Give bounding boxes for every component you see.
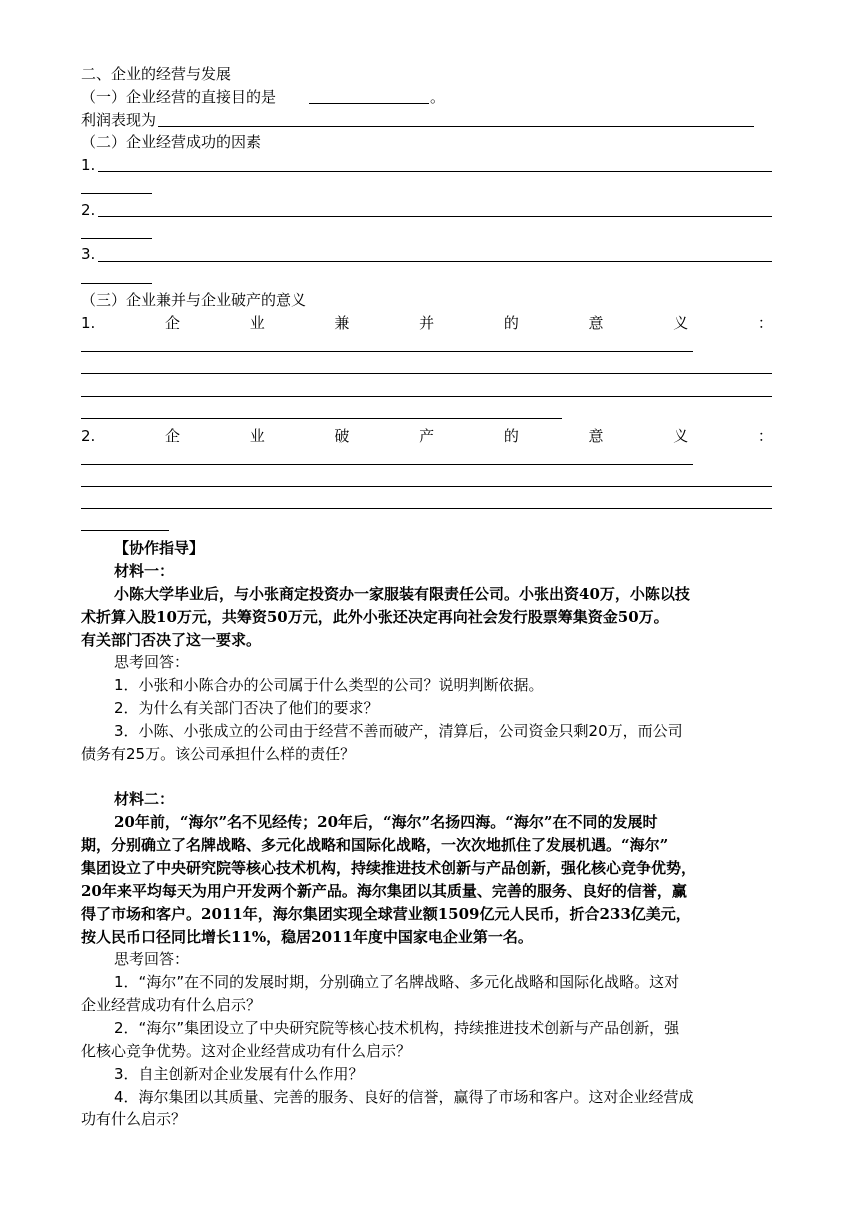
bankruptcy-meaning-label (165, 425, 773, 447)
bankruptcy-char: 业 (249, 427, 265, 445)
think-label: 思考回答： (114, 950, 190, 968)
material-1-question: 1．小张和小陈合办的公司属于什么类型的公司？说明判断依据。 (114, 676, 544, 694)
merger-char: ： (757, 314, 773, 332)
material-2-title: 材料二： (114, 790, 175, 808)
bankruptcy-number: 2. (81, 427, 96, 445)
bankruptcy-blank-2[interactable] (81, 486, 772, 487)
material-1-line: 小陈大学毕业后，与小张商定投资办一家服装有限责任公司。小张出资40万，小陈以技 (114, 585, 690, 603)
material-1-question: 3．小陈、小张成立的公司由于经营不善而破产，清算后，公司资金只剩20万，而公司 (114, 722, 683, 740)
material-2-line: 期，分别确立了名牌战略、多元化战略和国际化战略，一次次地抓住了发展机遇。“海尔” (81, 836, 669, 854)
merger-blank-1[interactable] (81, 351, 693, 352)
bankruptcy-char: 破 (334, 427, 350, 445)
material-2-question: 化核心竞争优势。这对企业经营成功有什么启示？ (81, 1042, 412, 1060)
profit-answer-blank[interactable] (158, 126, 754, 127)
merger-blank-3[interactable] (81, 396, 772, 397)
q3-label: （三）企业兼并与企业破产的意义 (81, 291, 307, 309)
bankruptcy-char: 企 (165, 427, 181, 445)
merger-meaning-label (165, 312, 773, 334)
merger-char: 义 (673, 314, 689, 332)
material-1-question: 2．为什么有关部门否决了他们的要求？ (114, 699, 379, 717)
material-2-question: 3．自主创新对企业发展有什么作用？ (114, 1065, 364, 1083)
q1-answer-blank[interactable] (309, 103, 429, 104)
merger-char: 的 (503, 314, 519, 332)
material-2-line: 20年来平均每天为用户开发两个新产品。海尔集团以其质量、完善的服务、良好的信誉，赢 (81, 882, 687, 900)
material-2-line: 集团设立了中央研究院等核心技术机构，持续推进技术创新与产品创新，强化核心竞争优势， (81, 859, 697, 877)
factor-3-blank-cont[interactable] (81, 283, 152, 284)
bankruptcy-char: 义 (673, 427, 689, 445)
q2-label: （二）企业经营成功的因素 (81, 133, 262, 151)
bankruptcy-char: 意 (588, 427, 604, 445)
guide-heading: 【协作指导】 (114, 539, 205, 557)
bankruptcy-blank-4[interactable] (81, 530, 169, 531)
material-1-question: 债务有25万。该公司承担什么样的责任？ (81, 745, 356, 763)
material-1-line: 术折算入股10万元，共筹资50万元，此外小张还决定再向社会发行股票筹集资金50万。 (81, 608, 669, 626)
factor-2-number: 2. (81, 201, 96, 219)
bankruptcy-blank-3[interactable] (81, 508, 772, 509)
factor-2-blank-cont[interactable] (81, 238, 152, 239)
factor-1-blank-cont[interactable] (81, 193, 152, 194)
merger-char: 并 (419, 314, 435, 332)
factor-1-number: 1. (81, 156, 96, 174)
merger-char: 企 (165, 314, 181, 332)
material-2-question: 4．海尔集团以其质量、完善的服务、良好的信誉，赢得了市场和客户。这对企业经营成 (114, 1088, 694, 1106)
merger-number: 1. (81, 314, 96, 332)
material-2-question: 1．“海尔”在不同的发展时期，分别确立了名牌战略、多元化战略和国际化战略。这对 (114, 973, 680, 991)
section-heading: 二、企业的经营与发展 (81, 65, 232, 83)
merger-blank-4[interactable] (81, 418, 562, 419)
factor-2-blank[interactable] (98, 216, 772, 217)
merger-blank-2[interactable] (81, 373, 772, 374)
q1-end: 。 (430, 88, 446, 106)
material-1-line: 有关部门否决了这一要求。 (81, 631, 262, 649)
merger-char: 兼 (334, 314, 350, 332)
merger-char: 业 (249, 314, 265, 332)
material-2-question: 功有什么启示？ (81, 1110, 187, 1128)
profit-label: 利润表现为 (81, 111, 157, 129)
factor-1-blank[interactable] (98, 171, 772, 172)
factor-3-blank[interactable] (98, 261, 772, 262)
q1-label: （一）企业经营的直接目的是 (81, 88, 277, 106)
factor-3-number: 3. (81, 245, 96, 263)
bankruptcy-char: 的 (503, 427, 519, 445)
material-2-line: 20年前，“海尔”名不见经传；20年后，“海尔”名扬四海。“海尔”在不同的发展时 (114, 813, 658, 831)
material-2-line: 按人民币口径同比增长11%，稳居2011年度中国家电企业第一名。 (81, 928, 533, 946)
material-2-line: 得了市场和客户。2011年，海尔集团实现全球营业额1509亿元人民币，折合233亿美元， (81, 905, 691, 923)
merger-char: 意 (588, 314, 604, 332)
think-label: 思考回答： (114, 653, 190, 671)
material-2-question: 企业经营成功有什么启示？ (81, 996, 262, 1014)
bankruptcy-char: 产 (419, 427, 435, 445)
material-2-question: 2．“海尔”集团设立了中央研究院等核心技术机构，持续推进技术创新与产品创新，强 (114, 1019, 680, 1037)
material-1-title: 材料一： (114, 562, 175, 580)
bankruptcy-char: ： (757, 427, 773, 445)
bankruptcy-blank-1[interactable] (81, 464, 693, 465)
